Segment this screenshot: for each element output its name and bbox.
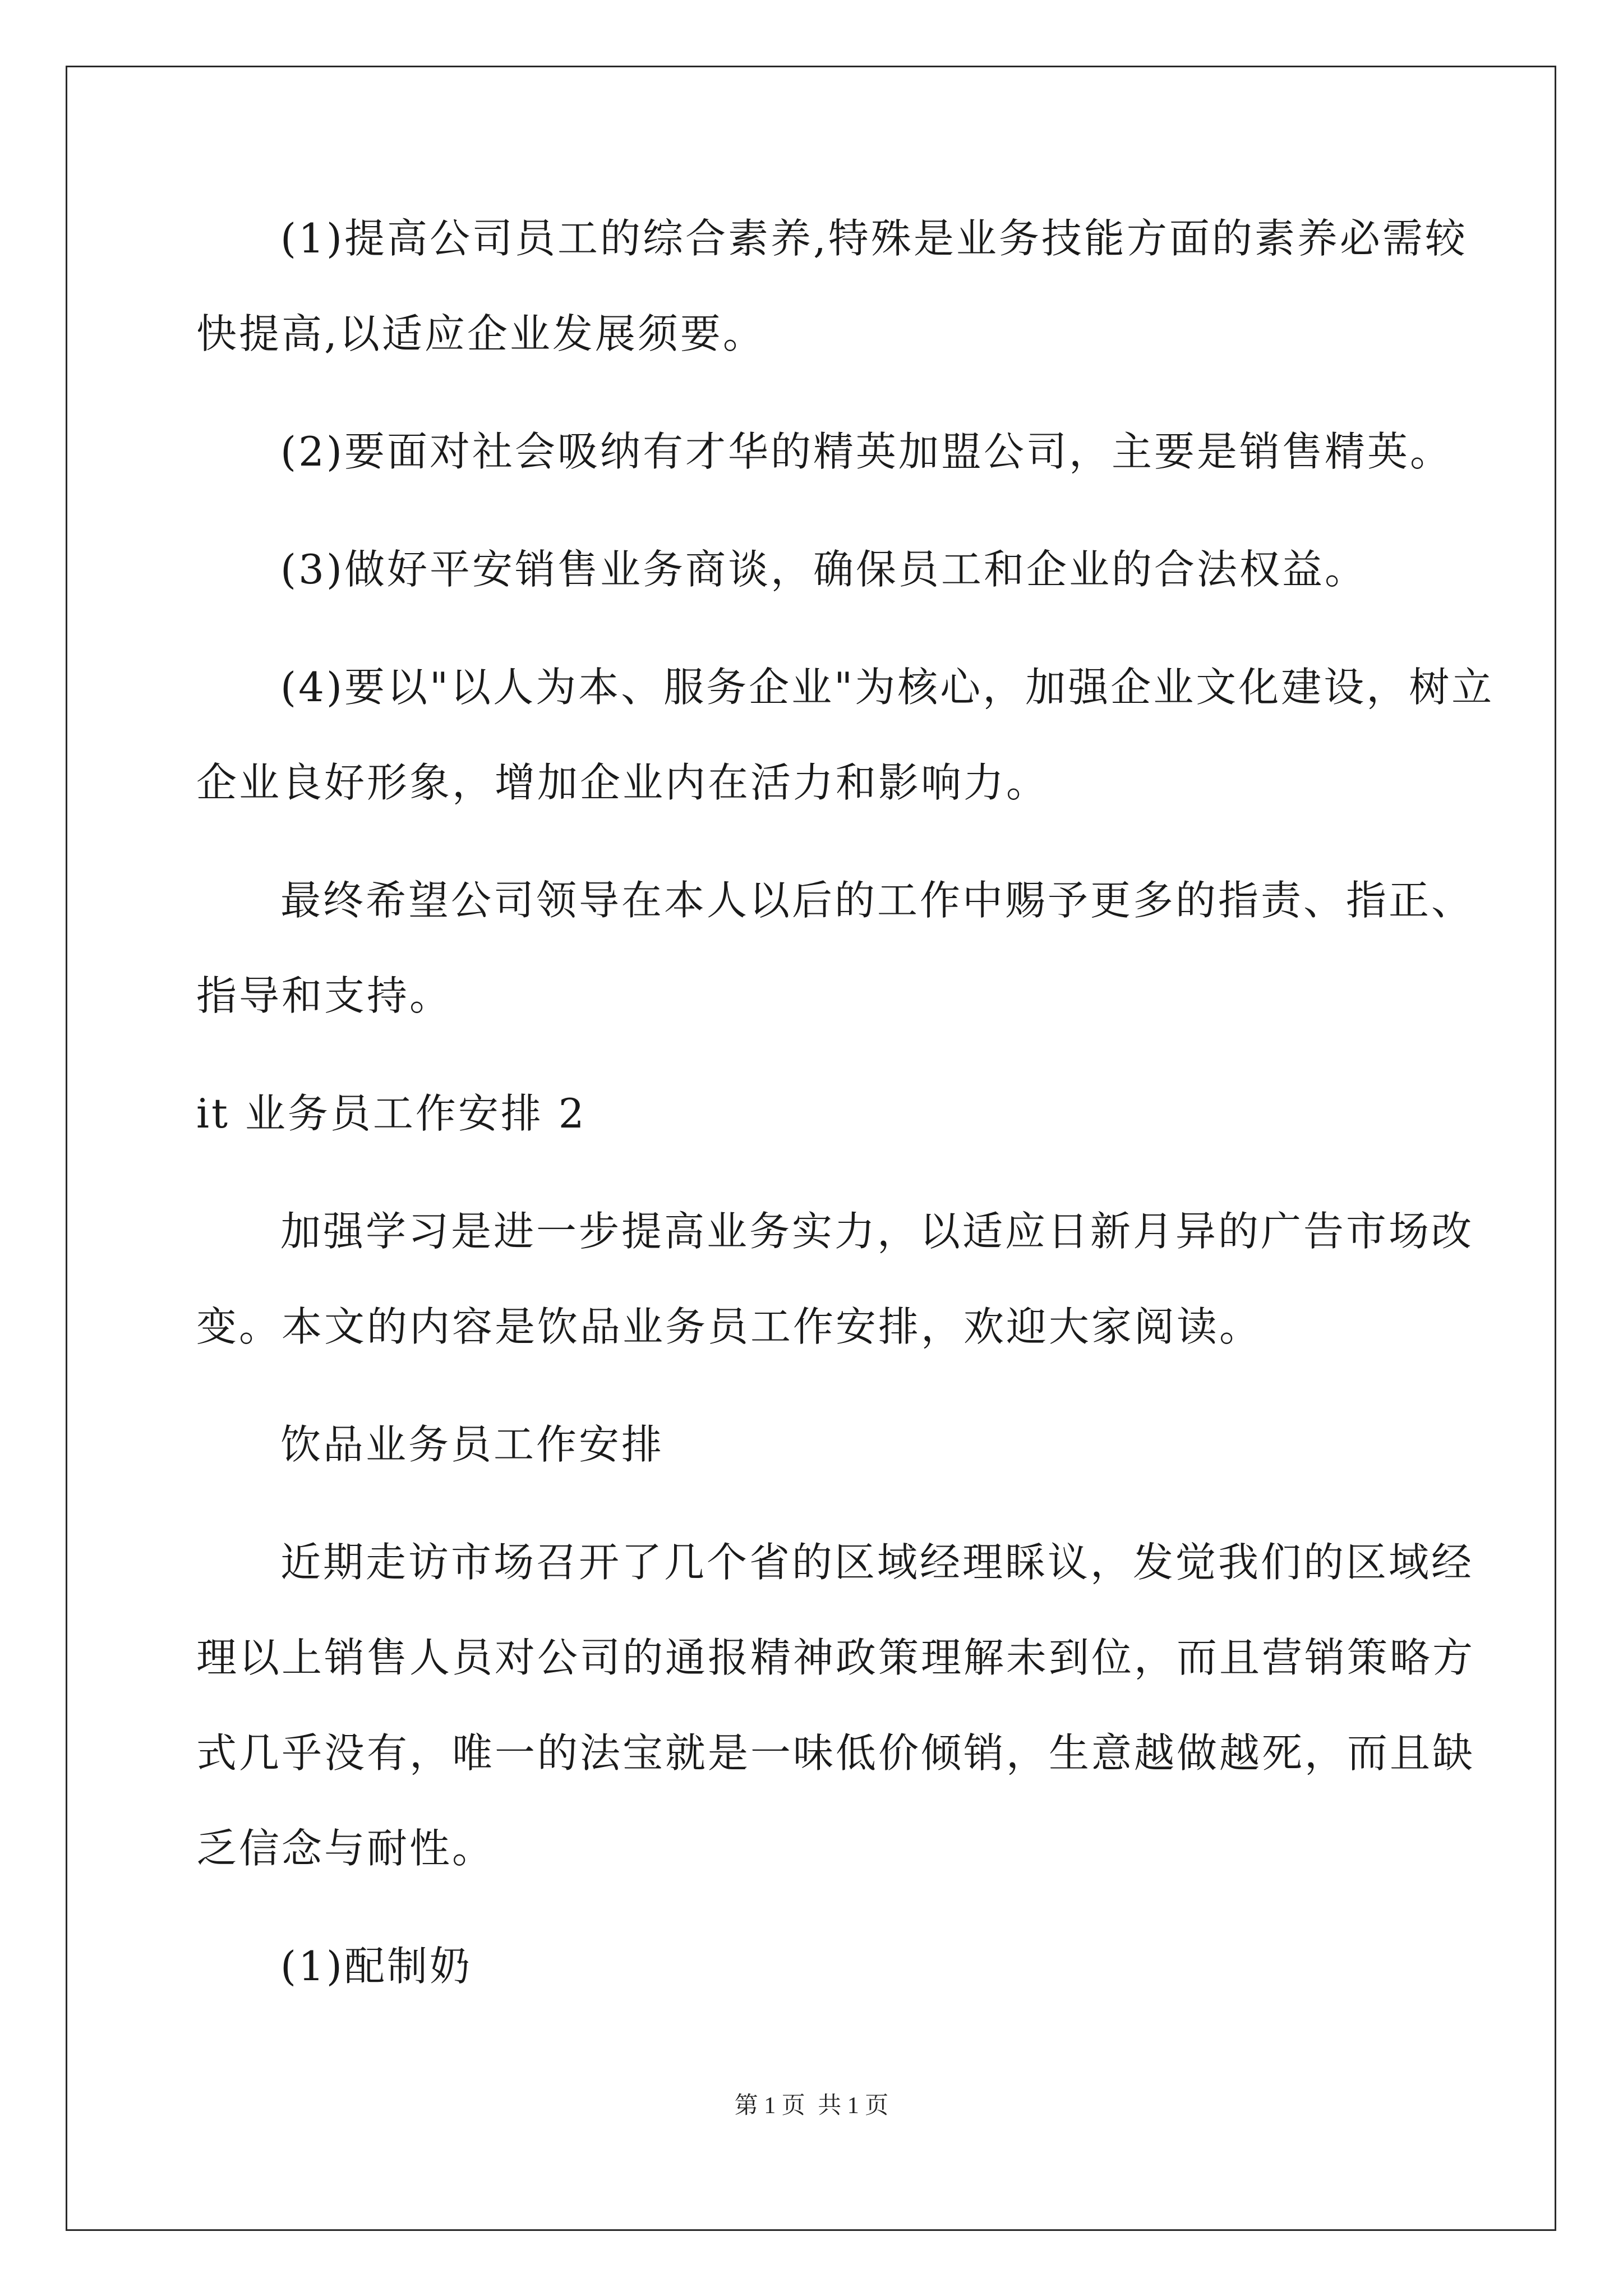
page-number: 第 1 页 <box>734 2093 805 2119</box>
paragraph-line: (1)配制奶 <box>280 1943 472 1990</box>
paragraph-line: (2)要面对社会吸纳有才华的精英加盟公司，主要是销售精英。 <box>280 428 1453 475</box>
paragraph-line: 企业良好形象，增加企业内在活力和影响力。 <box>196 759 1049 806</box>
section-heading: it 业务员工作安排 2 <box>196 1090 587 1137</box>
page-footer <box>0 2087 1623 2120</box>
paragraph-line: 乏信念与耐性。 <box>196 1825 495 1872</box>
paragraph-line: 快提高,以适应企业发展须要。 <box>196 310 766 357</box>
page-total: 共 1 页 <box>818 2093 889 2119</box>
paragraph-line: (4)要以"以人为本、服务企业"为核心，加强企业文化建设，树立 <box>280 664 1495 711</box>
paragraph-line: (1)提高公司员工的综合素养,特殊是业务技能方面的素养必需较 <box>280 215 1468 262</box>
subheading-line: 饮品业务员工作安排 <box>280 1421 665 1468</box>
paragraph-line: 式几乎没有，唯一的法宝就是一味低价倾销，生意越做越死，而且缺 <box>196 1729 1476 1777</box>
paragraph-line: 变。本文的内容是饮品业务员工作安排，欢迎大家阅读。 <box>196 1303 1262 1350</box>
paragraph-line: 指导和支持。 <box>196 972 453 1019</box>
page-border <box>66 66 1556 2231</box>
paragraph-line: 加强学习是进一步提高业务实力，以适应日新月异的广告市场改 <box>280 1208 1474 1255</box>
paragraph-line: (3)做好平安销售业务商谈，确保员工和企业的合法权益。 <box>280 546 1367 593</box>
paragraph-line: 近期走访市场召开了几个省的区域经理睬议，发觉我们的区域经 <box>280 1539 1474 1586</box>
paragraph-line: 理以上销售人员对公司的通报精神政策理解未到位，而且营销策略方 <box>196 1634 1476 1681</box>
paragraph-line: 最终希望公司领导在本人以后的工作中赐予更多的指责、指正、 <box>280 877 1474 924</box>
